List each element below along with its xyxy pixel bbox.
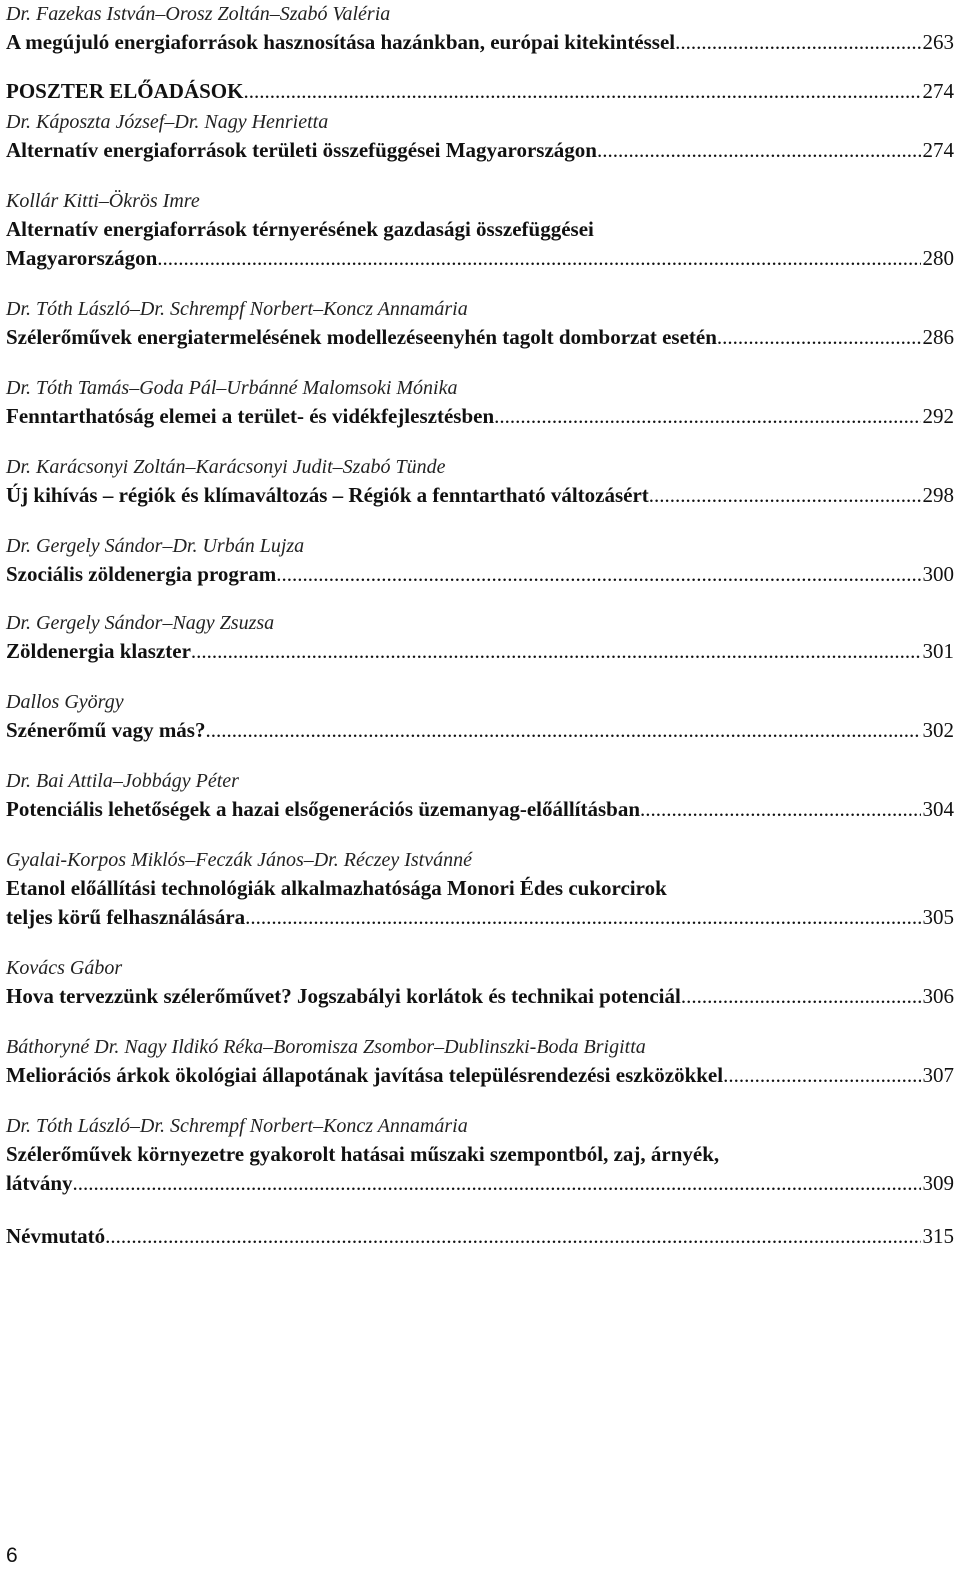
toc-entry <box>6 187 954 273</box>
toc-entry <box>6 1112 954 1198</box>
toc-entry-line <box>6 402 954 431</box>
toc-entry-page: 274 <box>922 138 954 162</box>
toc-entry-authors: Dr. Fazekas István–Orosz Zoltán–Szabó Valéria <box>6 3 391 25</box>
toc-entry-line <box>6 244 954 273</box>
toc-entry-page: 315 <box>922 1224 954 1248</box>
toc-entry-title: Zöldenergia klaszter <box>6 639 191 663</box>
dot-leader <box>205 716 920 745</box>
toc-entry-page: 302 <box>922 718 954 742</box>
toc-entry-title: Etanol előállítási technológiák alkalmazhatósága Monori Édes cukorcirok <box>6 876 667 900</box>
toc-entry-line <box>6 77 954 106</box>
toc-entry-title: Hova tervezzünk szélerőművet? Jogszabályi korlátok és technikai potenciál <box>6 984 681 1008</box>
toc-entry-title: teljes körű felhasználására <box>6 905 246 929</box>
dot-leader <box>717 323 921 352</box>
toc-entry-line <box>6 136 954 165</box>
toc-entry-page: 263 <box>922 30 954 54</box>
toc-entry-title: Szénerőmű vagy más? <box>6 718 206 742</box>
toc-entry-title: A megújuló energiaforrások hasznosítása hazánkban, európai kitekintéssel <box>6 30 676 54</box>
toc-entry <box>6 532 954 589</box>
dot-leader <box>157 244 920 273</box>
toc-entry-authors: Dr. Bai Attila–Jobbágy Péter <box>6 770 239 792</box>
table-of-contents <box>6 0 954 1251</box>
toc-entry-authors: Gyalai-Korpos Miklós–Feczák János–Dr. Réczey Istvánné <box>6 849 472 871</box>
toc-entry-line <box>6 637 954 666</box>
toc-entry-line <box>6 481 954 510</box>
toc-entry <box>6 609 954 666</box>
toc-entry-page: 280 <box>922 246 954 270</box>
dot-leader <box>243 77 920 106</box>
toc-entry <box>6 846 954 932</box>
toc-entry-authors: Dr. Gergely Sándor–Nagy Zsuzsa <box>6 612 275 634</box>
toc-entry-authors: Kollár Kitti–Ökrös Imre <box>6 190 200 212</box>
toc-entry-line <box>6 795 954 824</box>
toc-entry-line <box>6 982 954 1011</box>
toc-entry-authors: Dr. Tóth László–Dr. Schrempf Norbert–Koncz Annamária <box>6 298 468 320</box>
toc-entry-title: POSZTER ELŐADÁSOK <box>6 79 244 103</box>
toc-entry <box>6 1222 954 1251</box>
toc-entry-title: látvány <box>6 1171 73 1195</box>
toc-entry-page: 309 <box>922 1171 954 1195</box>
toc-entry <box>6 374 954 431</box>
toc-entry-page: 300 <box>922 562 954 586</box>
toc-entry-authors: Dr. Karácsonyi Zoltán–Karácsonyi Judit–Szabó Tünde <box>6 456 446 478</box>
toc-entry-page: 304 <box>922 797 954 821</box>
toc-entry-line <box>6 1169 954 1198</box>
toc-entry <box>6 1033 954 1090</box>
dot-leader <box>723 1061 920 1090</box>
toc-entry-line <box>6 1222 954 1251</box>
toc-entry-line <box>6 323 954 352</box>
toc-entry-authors: Dr. Tóth Tamás–Goda Pál–Urbánné Malomsoki Mónika <box>6 377 458 399</box>
toc-entry-title: Potenciális lehetőségek a hazai elsőgenerációs üzemanyag-előállításban <box>6 797 641 821</box>
dot-leader <box>191 637 921 666</box>
toc-entry-title: Magyarországon <box>6 246 158 270</box>
dot-leader <box>73 1169 921 1198</box>
toc-entry <box>6 77 954 106</box>
toc-entry-title: Szociális zöldenergia program <box>6 562 277 586</box>
toc-entry-line <box>6 716 954 745</box>
dot-leader <box>245 903 920 932</box>
dot-leader <box>640 795 920 824</box>
toc-entry-page: 305 <box>922 905 954 929</box>
toc-entry <box>6 108 954 165</box>
toc-entry-authors: Dallos György <box>6 691 124 713</box>
toc-entry-title: Névmutató <box>6 1224 106 1248</box>
toc-entry-authors: Dr. Gergely Sándor–Dr. Urbán Lujza <box>6 535 305 557</box>
page-number: 6 <box>6 1544 18 1567</box>
toc-entry-page: 301 <box>922 639 954 663</box>
toc-entry <box>6 688 954 745</box>
toc-entry-page: 292 <box>922 404 954 428</box>
toc-entry-title: Meliorációs árkok ökológiai állapotának javítása településrendezési eszközökkel <box>6 1063 724 1087</box>
toc-entry <box>6 767 954 824</box>
toc-entry-page: 307 <box>922 1063 954 1087</box>
toc-entry-title: Új kihívás – régiók és klímaváltozás – Régiók a fenntartható változásért <box>6 483 649 507</box>
toc-entry-authors: Dr. Tóth László–Dr. Schrempf Norbert–Koncz Annamária <box>6 1115 468 1137</box>
dot-leader <box>494 402 920 431</box>
toc-entry <box>6 0 954 57</box>
dot-leader <box>105 1222 920 1251</box>
toc-entry-page: 274 <box>922 79 954 103</box>
dot-leader <box>649 481 921 510</box>
dot-leader <box>675 28 920 57</box>
dot-leader <box>276 560 920 589</box>
toc-entry-title: Alternatív energiaforrások térnyerésének gazdasági összefüggései <box>6 217 594 241</box>
toc-entry-line <box>6 1061 954 1090</box>
toc-entry-title: Szélerőművek energiatermelésének modellezéseenyhén tagolt domborzat esetén <box>6 325 717 349</box>
toc-entry-page: 298 <box>922 483 954 507</box>
toc-entry-page: 306 <box>922 984 954 1008</box>
toc-entry-line <box>6 28 954 57</box>
toc-entry-page: 286 <box>922 325 954 349</box>
toc-entry <box>6 954 954 1011</box>
toc-entry-title: Fenntarthatóság elemei a terület- és vidékfejlesztésben <box>6 404 495 428</box>
toc-entry-title: Alternatív energiaforrások területi összefüggései Magyarországon <box>6 138 597 162</box>
toc-entry-authors: Dr. Káposzta József–Dr. Nagy Henrietta <box>6 111 329 133</box>
toc-entry-title: Szélerőművek környezetre gyakorolt hatásai műszaki szempontból, zaj, árnyék, <box>6 1142 720 1166</box>
dot-leader <box>681 982 921 1011</box>
toc-entry-line <box>6 560 954 589</box>
dot-leader <box>597 136 921 165</box>
toc-entry <box>6 453 954 510</box>
toc-entry-authors: Kovács Gábor <box>6 957 123 979</box>
toc-entry <box>6 295 954 352</box>
toc-entry-authors: Báthoryné Dr. Nagy Ildikó Réka–Boromisza Zsombor–Dublinszki-Boda Brigitta <box>6 1036 646 1058</box>
toc-entry-line <box>6 903 954 932</box>
